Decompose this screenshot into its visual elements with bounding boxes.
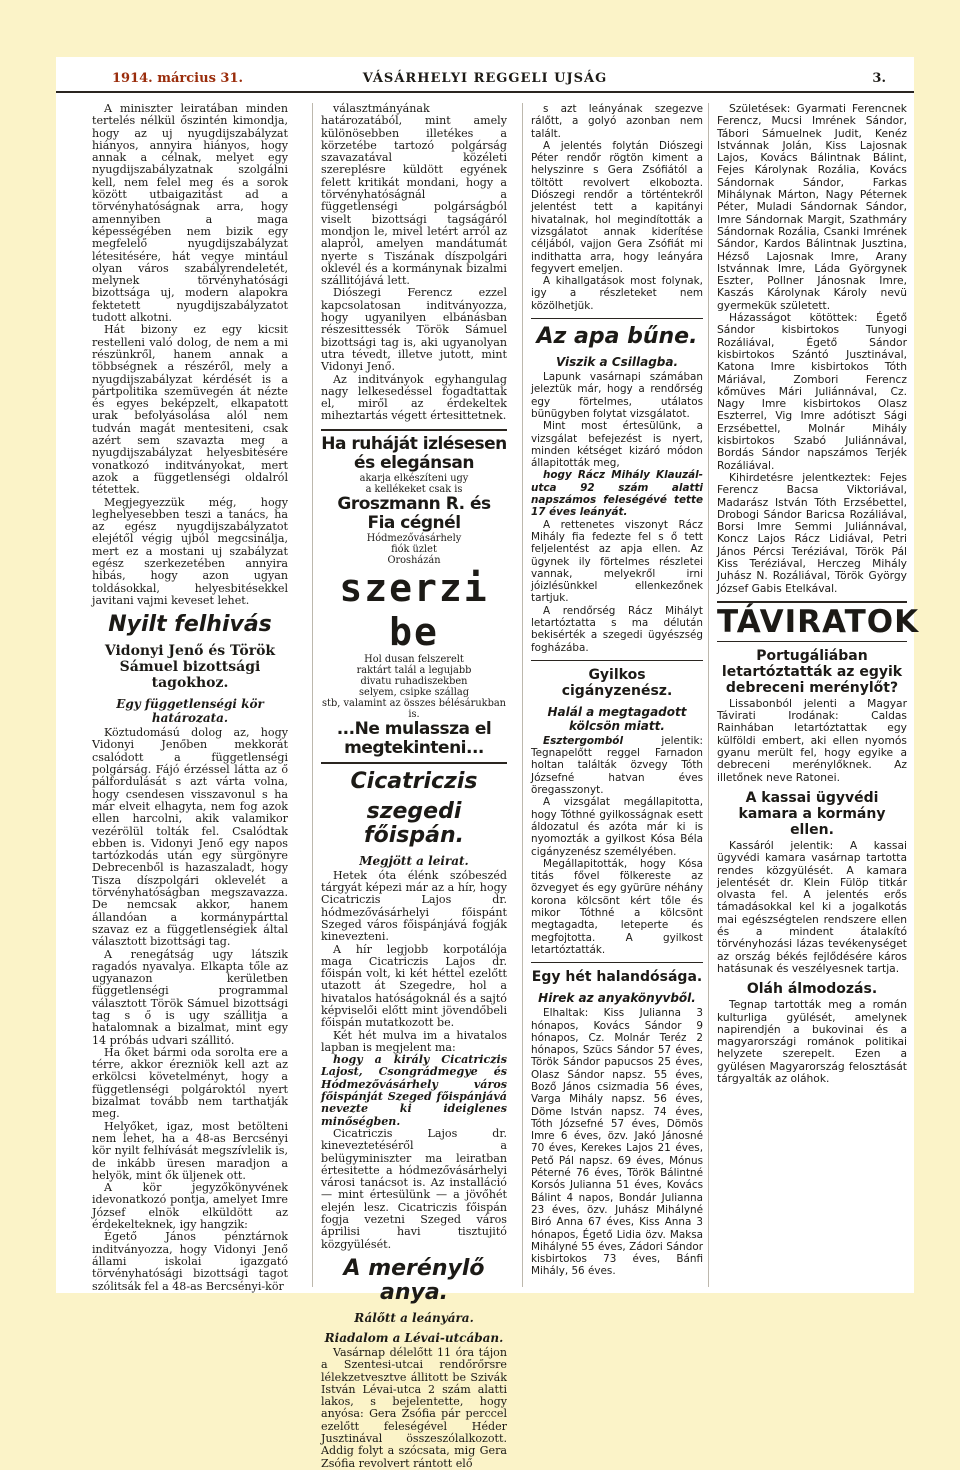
article-paragraph: Születések: Gyarmati Ferencnek Ferencz, Mucsi Imrének Sándor, Tábori Sámuelnek Judit, Kenéz Istvánnak Jolán, Kiss Lajosnak Lajos, Kovács Bálintnak Bálint, Fejes Károlynak Rozália, Kovács Sándornak Sándor, Farkas Mihálynak Márton, Nagy Péternek Péter, Muladi Sándornak Sándor, Imre Sándornak Margit, Szathmáry Sándornak Rozália, Csanki Imrének Sándor, Kardos Bálintnak Jusztina, Hézső Lajosnak Imre, Arany Istvánnak Imre, Láda Györgynek Eszter, Pollner Jánosnak Imre, Kaszás Károlynak Károly nevü gyermekük született. xyxy=(717,102,907,312)
article-paragraph: Tegnap tartották meg a román kulturliga gyülését, amelynek napirendjén a bukovinai és a magyarországi románok politikai helyzete szerepelt. Ezen a gyülésen Magyarország felosztását tárgyalták az oláhok. xyxy=(717,998,907,1085)
divider xyxy=(531,660,703,661)
article-paragraph: hogy Rácz Mihály Klauzál-utca 92 szám alatti napszámos feleségévé tette 17 éves leányát. xyxy=(531,469,703,519)
article-paragraph: Megjegyezzük még, hogy leghelyesebben teszi a tanács, ha az egész nyugdijszabályzatot elejétől végig ujból megcsinálja, mert ez a mostani uj szabályzat egész szerkezetében annyira hibás, hogy azon ugyan toldásokkal, helyesbitésekkel javitani vajmi keveset lehet. xyxy=(92,495,288,607)
ad-big-slogan: szerzi be xyxy=(339,565,489,654)
article-paragraph: választmányának határozatából, mint amely különösebben illetékes a körzetébe tartozó polgárság szavazatával közéleti szereplésre küldött egyének felett kritikát mondani, hogy a törvényhatóságnál a függetlenségi polgárságból viselt bizottsági tagságáról mondjon le, mivel letért arról az alapról, amelyen mandátumát nyerte s Tiszának díszpolgári oklevél és a kormánynak bizalmi szállitójává lett. xyxy=(321,102,507,288)
article-paragraph: A hír legjobb korpotálója maga Cicatriczis Lajos dr. főispán volt, ki két héttel ezelőtt utazott át Szegedre, hol a hivatalos hatóságoknál és a sajtó képviselői előtt mint jövendőbeli főispán mutatkozott be. xyxy=(321,942,507,1030)
ad-line: Hódmezővásárhely xyxy=(366,532,462,544)
subheading-source: Egy függetlenségi kör határozata. xyxy=(116,697,264,726)
article-paragraph xyxy=(531,735,703,796)
article-paragraph: A rettenetes viszonyt Rácz Mihály fia fedezte fel s ő tett feljelentést az apja ellen. Az ügynek ily förtelmes részletei vannak, melyekről irni jóizlésünkkel ellenkezőnek tartjuk. xyxy=(531,518,703,605)
article-paragraph: A renegátság ugy látszik ragadós nyavalya. Elkapta tőle az ugyanazon kerületben függetlenségi programmal választott Török Sámuel bizottsági tag s ő is ugy szállitja a hatalomnak a bizalmat, mint egy 14 próbás udvari szállitó. xyxy=(92,947,288,1047)
ad-line: akarja elkészíteni ugy xyxy=(359,472,469,484)
issue-date: 1914. március 31. xyxy=(112,71,244,86)
article-paragraph: A vizsgálat megállapitotta, hogy Tóthné gyilkosságnak esett áldozatul és azóta már ki is nyomozták a gyilkost Kósa Béla cigányzenész személyében. xyxy=(531,796,703,858)
article-paragraph: Hetek óta élénk szóbeszéd tárgyát képezi már az a hír, hogy Cicatriczis Lajos dr. hódmezővásárhelyi főispánt Szeged város főispánjává fogják kinevezteni. xyxy=(321,868,507,944)
article-paragraph: A miniszter leiratában minden tertelés nélkül őszintén kimondja, hogy az uj nyugdijszabályzat hiányos, annyira hiányos, hogy annak a célnak, melyet egy nyugdijszabályzatnak szolgálni kell, nem felel meg és a sorok között utbaigazitást ad a törvényhatóságnak arra, hogy amennyiben a maga képességében nem bizik egy megfelelő nyugdijszabályzat létesitésére, hát vegye mintául olyan város szabályrendeletét, melynek törvényhatósági bizottsága uj, modern alapokra fektetett nyugdijszabályzatot tudott alkotni. xyxy=(92,102,288,325)
subheading: Halál a megtagadott kölcsön miatt. xyxy=(547,704,687,733)
ad-line: selyem, csipke szállag xyxy=(359,686,469,698)
headline-merenylo-anya: A merénylő anya. xyxy=(343,1255,485,1305)
headline-apa-bune: Az apa bűne. xyxy=(536,324,698,350)
article-paragraph: Kassáról jelentik: A kassai ügyvédi kamara vasárnap tartotta rendes közgyülését. A kamara jelentését dr. Klein Fülöp titkár olvasta fel. A jelentés erős támadásokkal kel ki a jogalkotás mai egészségtelen rendszere ellen és a mindent átalakító törvényhozási lázas tevékenységet az ország békés fejlődésére káros hatásunak és veszélyesnek tartja. xyxy=(717,838,907,975)
article-paragraph: Helyőket, igaz, most betölteni nem lehet, ha a 48-as Bercsényi kör nyilt felhívását megszívlelik is, de inkább üresen maradjon a helyök, mint ők üljenek ott. xyxy=(92,1119,288,1182)
section-title-taviratok: TÁVIRATOK xyxy=(717,601,907,642)
divider xyxy=(531,318,703,319)
article-paragraph: Égető János pénztárnok inditványozza, hogy Vidonyi Jenő állami iskolai igazgató törvényhatósági bizottsági tagot szólitsák fel a 48-as Bercsényi-kör xyxy=(92,1230,288,1293)
subheading: Rálőtt a leányára. xyxy=(354,1310,474,1325)
headline-nyilt-felhivas: Nyilt felhivás xyxy=(108,612,272,638)
article-text: jelentik: Tegnapelőtt reggel Farnadon holtan találták özvegy Tóth Józsefné hatvan éves öregasszonyt. xyxy=(531,734,703,797)
ad-line: Hol dusan felszerelt xyxy=(364,653,464,665)
headline-cicatriczis: Cicatriczis xyxy=(350,768,478,794)
article-paragraph: A jelentés folytán Diószegi Péter rendőr rögtön kiment a helyszinre s Gera Zsófiától a töltött revolvert elkobozta. Diószegi rendőr a történtekről jelentést tett a kapitányi hivatalnak, hol megindították a vizsgálatot annak kiderítése céljából, vajjon Gera Zsófiát mi indithatta arra, hogy leányára fegyvert emeljen. xyxy=(531,139,703,275)
newspaper-title: VÁSÁRHELYI REGGELI UJSÁG xyxy=(362,71,608,86)
article-paragraph: Ha őket bármi oda sorolta ere a térre, akkor érezniök kell azt az erkölcsi követelményt, hogy a függetlenségi polgároktól nyert bizalmat tovább nem tarthatják meg. xyxy=(92,1045,288,1121)
page-number: 3. xyxy=(872,71,886,86)
column-3 xyxy=(522,103,703,1287)
article-paragraph: Diószegi Ferencz ezzel kapcsolatosan inditványozza, hogy ugyanilyen elbánásban részesittessék Török Sámuel bizottsági tag is, aki ugyanolyan utra tévedt, illetve jutott, mint Vidonyi Jenő. xyxy=(321,286,507,374)
dateline: Esztergomból xyxy=(543,734,624,747)
article-paragraph: hogy a király Cicatriczis Lajost, Csongrádmegye és Hódmezővásárhely város főispánját Szeged főispánjává nevezte ki ideiglenes minőségben. xyxy=(321,1053,507,1128)
headline-szegedi-foispan: szegedi főispán. xyxy=(364,798,464,848)
ad-headline: Ha ruháját izlésesen és elegánsan xyxy=(321,433,507,473)
article-paragraph: A kihallgatások most folynak, igy a részleteket nem közölhetjük. xyxy=(531,275,703,312)
ad-line: Orosházán xyxy=(387,554,441,566)
ad-line: fiók üzlet xyxy=(391,543,437,555)
article-paragraph: Vasárnap délelőtt 11 óra tájon a Szentesi-utcai rendőrőrsre lélekzetvesztve állitott be Szivák István Lévai-utca 2 szám alatti lakos, s bejelentette, hogy anyósa: Gera Zsófia pár perccel ezelőtt feleségével Héder Jusztinával összeszólalkozott. Addig folyt a szócsata, mig Gera Zsófia revolvert rántott elő xyxy=(321,1345,507,1470)
article-paragraph: Elhaltak: Kiss Julianna 3 hónapos, Kovács Sándor 9 hónapos, Cz. Molnár Teréz 2 hónapos, Szücs Sándor 57 éves, Török Sándor papucsos 25 éves, Olasz Sándor napsz. 55 éves, Boző János csizmadia 56 éves, Varga Mihály napsz. 56 éves, Döme István napsz. 74 éves, Tóth Józsefné 57 éves, Dömös Imre 6 éves, özv. Jakó Jánosné 70 éves, Kerekes Lajos 21 éves, Pető Pál napsz. 69 éves, Mónus Péterné 76 éves, Török Bálintné Korsós Julianna 51 éves, Kovács Bálint 4 napos, Bondár Julianna 23 éves, özv. Juhász Mihályné Biró Anna 67 éves, Kiss Anna 3 hónapos, Égető Lidia özv. Maksa Mihályné 55 éves, Zádori Sándor kisbirtokos 73 éves, Bánfi Mihály, 56 éves. xyxy=(531,1007,703,1278)
article-paragraph: Hát bizony ez egy kicsit restelleni való dolog, de nem a mi részünkről, hanem annak a többségnek a részéről, mely a nyugdijszabályzat kérdését is a pártpolitika szemüvegén át nézte és egyes beképzelt, elkapatott urak befolyásolása alól nem tudván magát mentesiteni, csak azért sem szavazta meg a nyugdijszabályzat helyesbitésére vonatkozó inditványokat, mert azok a függetlenségi oldalról tétettek. xyxy=(92,323,288,497)
subheading: Viszik a Csillagba. xyxy=(555,355,679,370)
article-paragraph: Az inditványok egyhangulag nagy lelkesedéssel fogadtattak el, miről az érdekeltek miheztartás végett értesittetnek. xyxy=(321,372,507,423)
column-2 xyxy=(312,102,507,1470)
article-paragraph: Köztudomású dolog az, hogy Vidonyi Jenőben mekkorát csalódott a függetlenségi polgárság. Fájó érzéssel látta az ő pálfordulását s azt várta volna, hogy csendesen visszavonul s ha már elveit elhagyta, nem fog azok ellen harcolni, akik valamikor vezérölül tolták fel. Csalódtak ebben is. Vidonyi Jenő egy napos tartózkodás után egy sürgönyre Debrecenből is hazaszaladt, hogy Tisza díszpolgári oklevelét a törvényhatóságban megszavazza. De nemcsak akkor, hanem állandóan a kormánypárttal szavaz ez a függetlenségiek által választott bizottsági tag. xyxy=(92,726,288,949)
ad-line: stb, valamint az összes bélésárukban is. xyxy=(322,697,506,720)
subheading: Riadalom a Lévai-utcában. xyxy=(324,1330,504,1345)
article-paragraph: A kör jegyzőkönyvének idevonatkozó pontja, amelyet Imre József elnök elküldött az érdekelteknek, igy hangzik: xyxy=(92,1181,288,1232)
advertisement-groszmann xyxy=(321,429,507,764)
article-paragraph: Házasságot kötöttek: Égető Sándor kisbirtokos Tunyogi Rozáliával, Égető Sándor kisbirtokos Szántó Jusztinával, Katona Imre kisbirtokos Tóth Máriával, Zombori Ferencz kőmüves Mári Juliánnával, Cz. Nagy Imre kisbirtokos Olasz Eszterrel, Vig Imre adótiszt Sági Erzsébettel, Molnár Mihály kisbirtokos Szabó Juliánnával, Bordás Sándor napszámos Terjék Rozáliával. xyxy=(717,311,907,472)
headline-portugalia: Portugáliában letartóztatták az egyik debreceni merénylőt? xyxy=(721,647,903,696)
column-1 xyxy=(92,102,288,1293)
column-4 xyxy=(708,102,920,1287)
headline-gyilkos-ciganyzenesz: Gyilkos cigányzenész. xyxy=(561,666,673,699)
article-paragraph: s azt leányának szegezve rálőtt, a golyó azonban nem talált. xyxy=(531,103,703,140)
divider xyxy=(531,962,703,963)
article-paragraph: Lapunk vasárnapi számában jeleztük már, hogy a rendőrség egy förtelmes, utálatos bünügyben folytat vizsgálatot. xyxy=(531,371,703,420)
page-header xyxy=(56,57,914,93)
ad-line: a kellékeket csak is xyxy=(365,483,463,495)
article-paragraph: Kihirdetésre jelentkeztek: Fejes Ferencz Bacsa Viktoriával, Madarász István Tóth Erzsébettel, Drobogi Sándor Baricsa Rozáliával, Borsi Imre Semmi Juliánnával, Koncz Lajos Rácz Lidiával, Petri János Pércsi Teréziával, Török Pál Kiss Teréziával, Herczeg Mihály Juhász N. Rozáliával, Török György József Gabis Etelkával. xyxy=(717,470,907,595)
headline-heti-halandosag: Egy hét halandósága. xyxy=(531,969,703,986)
subheading-addressees: Vidonyi Jenő és Török Sámuel bizottsági tagokhoz. xyxy=(104,643,276,692)
article-paragraph: Lissabonból jelenti a Magyar Távirati Irodának: Caldas Rainhában letartóztattak egy külföldi embert, aki ellen nyomós gyanu merült fel, hogy egyike a debreceni merénylőknek. Az illetőnek neve Ratonei. xyxy=(717,696,907,784)
article-paragraph: Cicatriczis Lajos dr. kineveztetéséről a belügyminiszter ma leiratban értesitette a hódmezővásárhelyi városi tanácsot is. Az installáció — mint értesülünk — a jövőhét elején lesz. Cicatriczis főispán fogja vezetni Szeged város áprilisi havi tisztujitó közgyülését. xyxy=(321,1126,507,1251)
subheading-leirat: Megjött a leirat. xyxy=(359,853,469,868)
ad-line: divatu ruhadiszekben xyxy=(360,675,468,687)
ad-closing: ...Ne mulassza el megtekinteni... xyxy=(336,718,492,758)
ad-line: raktárt talál a legujabb xyxy=(356,664,472,676)
article-paragraph: Két hét mulva im a hivatalos lapban is megjelent ma: xyxy=(321,1028,507,1054)
ad-firm-name: Groszmann R. és Fia cégnél xyxy=(337,493,491,533)
newspaper-page xyxy=(56,57,920,1470)
article-paragraph: A rendőrség Rácz Mihályt letartóztatta s ma délután bekisérték a szegedi ügyészség fogházába. xyxy=(531,604,703,654)
article-paragraph: Megállapitották, hogy Kósa titás fővel fölkereste az özvegyet és egy gyürüre néhány korona kölcsönt kért tőle és mikor Tóthné a kölcsönt megtagadta, leteperte és megfojtotta. A gyilkost letartóztatták. xyxy=(531,857,703,956)
headline-kassai-ugyvedi-kamara: A kassai ügyvédi kamara a kormány ellen. xyxy=(738,789,886,838)
subheading: Hirek az anyakönyvből. xyxy=(538,991,696,1006)
headline-olah-almodozas: Oláh álmodozás. xyxy=(746,981,878,998)
article-paragraph: Mint most értesülünk, a vizsgálat befejezést is nyert, minden kétséget kizáró módon állapitották meg, xyxy=(531,420,703,470)
